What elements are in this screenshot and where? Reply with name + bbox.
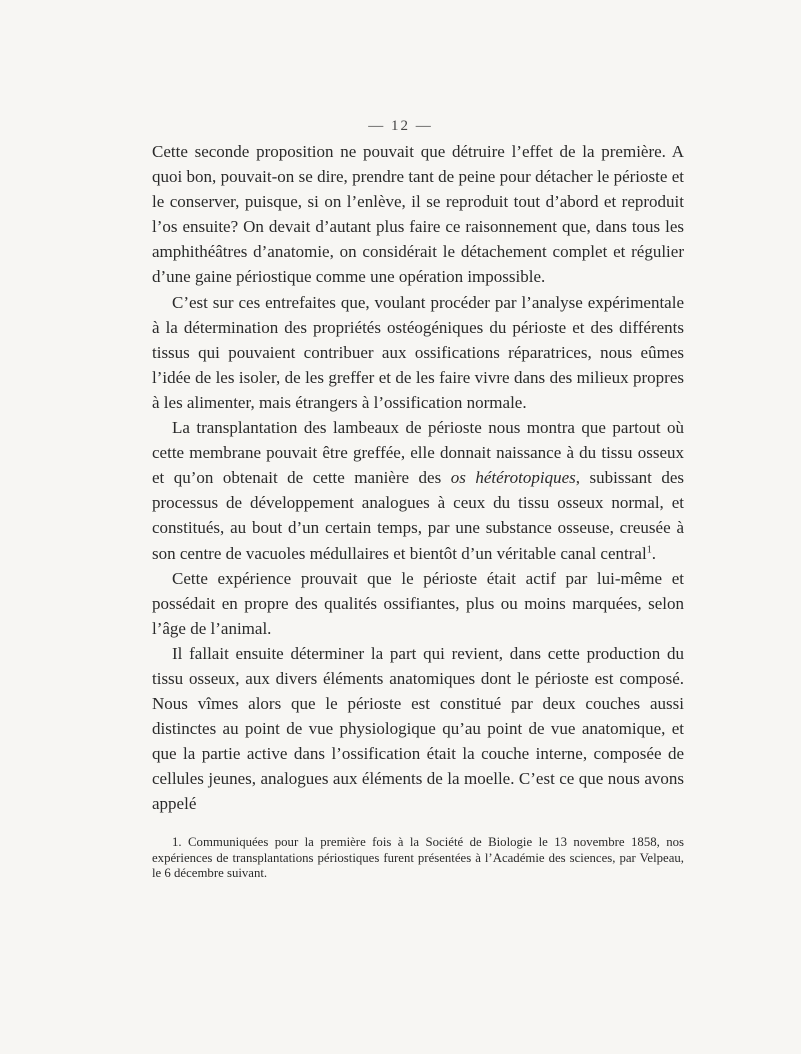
paragraph-3-text-end: . [651, 543, 656, 563]
footnote-reference: 1 [646, 543, 652, 555]
footnote-text: 1. Communiquées pour la première fois à la Société de Biologie le 13 novembre 1858, nos expériences de transplantations périostiques furent présentées à l’Académie des sciences, par Velpeau, le 6 décembre suivant. [152, 835, 684, 881]
body-text [152, 139, 684, 817]
page-number: — 12 — [368, 118, 433, 134]
paragraph-3 [152, 415, 684, 566]
paragraph-5: Il fallait ensuite déterminer la part qui revient, dans cette production du tissu osseux, aux divers éléments anatomiques dont le périoste est composé. Nous vîmes alors que le périoste est constitué par deux couches aussi distinctes au point de vue physiologique qu’au point de vue anatomique, et que la partie active dans l’ossification était la couche interne, composée de cellules jeunes, analogues aux éléments de la moelle. C’est ce que nous avons appelé [152, 643, 684, 814]
paragraph-2: C’est sur ces entrefaites que, voulant procéder par l’analyse expérimentale à la détermination des propriétés ostéogéniques du périoste et des différents tissus qui pouvaient contribuer aux ossifications réparatrices, nous eûmes l’idée de les isoler, de les greffer et de les faire vivre dans des milieux propres à les alimenter, mais étrangers à l’ossification normale. [152, 292, 684, 412]
paragraph-1: Cette seconde proposition ne pouvait que détruire l’effet de la première. A quoi bon, pouvait-on se dire, prendre tant de peine pour détacher le périoste et le conserver, puisque, si on l’enlève, il se reproduit tout d’abord et reproduit l’os ensuite? On devait d’autant plus faire ce raisonnement que, dans tous les amphithéâtres d’anatomie, on considérait le détachement complet et régulier d’une gaine périostique comme une opération impossible. [152, 142, 684, 287]
italic-term: os hétérotopiques [450, 468, 576, 488]
paragraph-3-text-b: , subissant des processus de développement analogues à ceux du tissu osseux normal, et constitués, au bout d’un certain temps, par une substance osseuse, creusée à son centre de vacuoles médullaires et bientôt d’un véritable canal central [152, 468, 684, 563]
footnote [152, 835, 684, 882]
paragraph-3-text-a: La transplantation des lambeaux de périoste nous montra que partout où cette membrane pouvait être greffée, elle donnait naissance à du tissu osseux et qu’on obtenait de cette manière des [152, 418, 684, 488]
paragraph-4: Cette expérience prouvait que le périoste était actif par lui-même et possédait en propre des qualités ossifiantes, plus ou moins marquées, selon l’âge de l’animal. [152, 568, 684, 638]
